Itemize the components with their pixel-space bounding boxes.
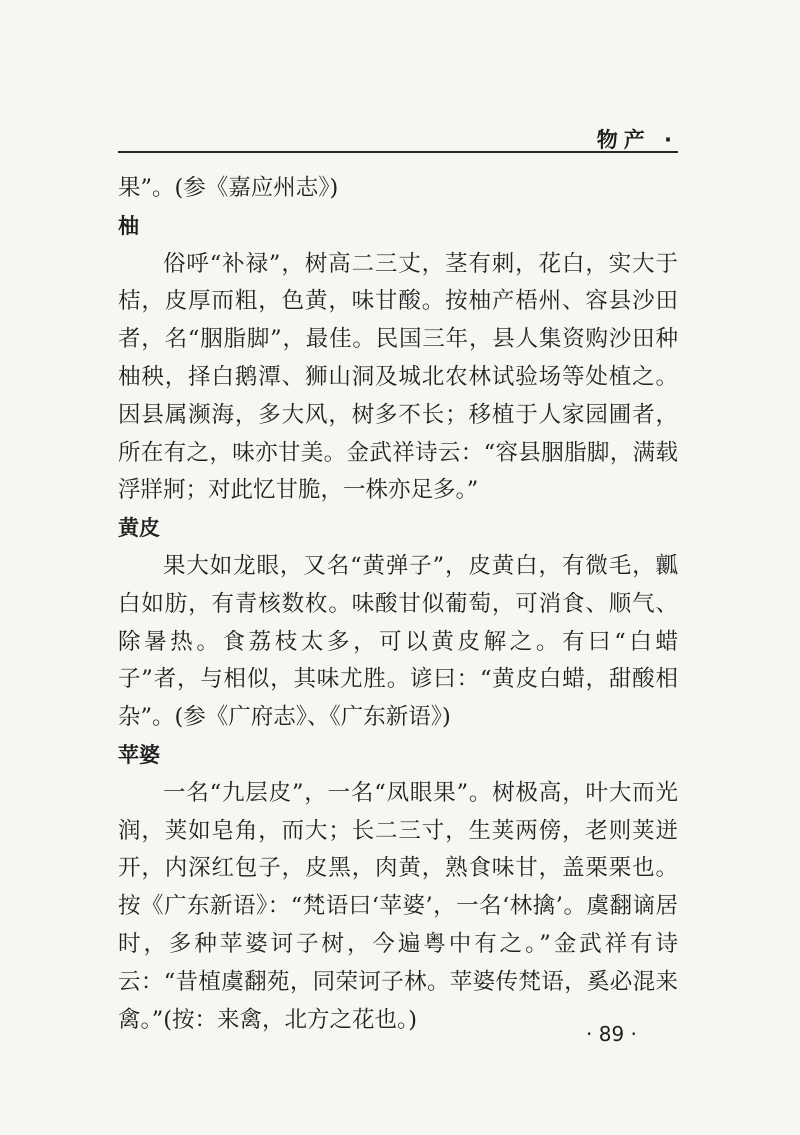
header-rule <box>118 151 678 153</box>
page-body <box>118 170 678 1039</box>
running-header <box>118 120 678 152</box>
entry-heading-huangpi: 黄皮 <box>118 516 160 541</box>
entry-text-huangpi: 果大如龙眼，又名“黄弹子”，皮黄白，有微毛，瓤白如肪，有青核数枚。味酸甘似葡萄，可消食、顺气、除暑热。食荔枝太多，可以黄皮解之。有曰“白蜡子”者，与相似，其味尤胜。谚曰：“黄皮白蜡，甜酸相杂”。(参《广府志》、《广东新语》) <box>118 552 678 731</box>
section-title: 物产 · <box>596 128 678 152</box>
entry-text-youzi: 俗呼“补禄”，树高二三丈，茎有刺，花白，实大于桔，皮厚而粗，色黄，味甘酸。按柚产梧州、容县沙田者，名“胭脂脚”，最佳。民国三年，县人集资购沙田种柚秧，择白鹅潭、狮山洞及城北农林试验场等处植之。因县属濒海，多大风，树多不长；移植于人家园圃者，所在有之，味亦甘美。金武祥诗云：“容县胭脂脚，满载浮牂牁；对此忆甘脆，一株亦足多。” <box>118 250 678 504</box>
entry-heading-pingpo: 苹婆 <box>118 742 160 767</box>
entry-text-pingpo: 一名“九层皮”，一名“凤眼果”。树极高，叶大而光润，荚如皂角，而大；长二三寸，生荚两傍，老则荚迸开，内深红包子，皮黑，肉黄，熟食味甘，盖栗栗也。按《广东新语》：“梵语曰‘苹婆’，一名‘林擒’。虞翻谪居时，多种苹婆诃子树，今遍粤中有之。”金武祥有诗云：“昔植虞翻苑，同荣诃子林。苹婆传梵语，奚必混来禽。”(按：来禽，北方之花也。) <box>118 779 678 1033</box>
entry-heading-youzi: 柚 <box>118 213 139 238</box>
page-number: · 89 · <box>586 1022 637 1046</box>
continued-paragraph: 果”。(参《嘉应州志》) <box>118 175 339 201</box>
